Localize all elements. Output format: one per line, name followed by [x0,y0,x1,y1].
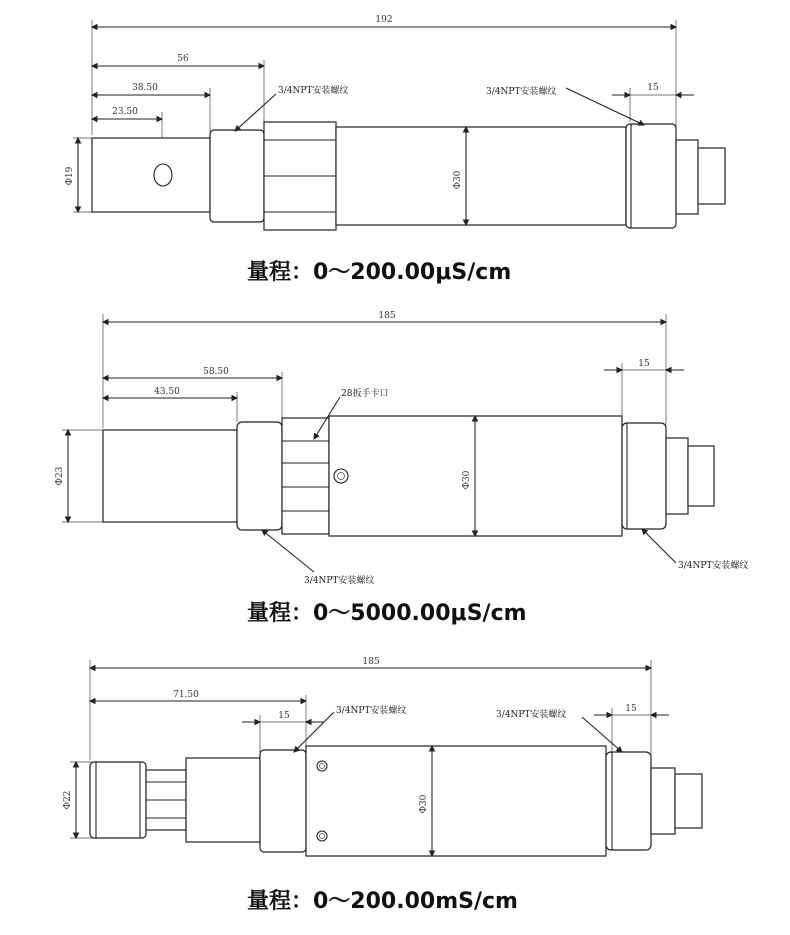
dim-right-text-2: 15 [638,359,650,369]
dim-dia-body-text-1: Φ30 [453,170,463,190]
probe-tip-2 [103,430,237,522]
callout-thread-right-2 [642,529,748,571]
dimension-15-right-2 [604,359,684,423]
callout-text: 3/4NPT安装螺纹 [304,576,375,586]
dim-d2-text-2: 43.50 [154,387,180,397]
callout-thread-right-1 [486,85,644,125]
thread-section-left-2 [237,422,282,530]
callout-thread-left-3 [294,704,406,752]
callout-text: 3/4NPT安装螺纹 [678,561,749,571]
dimension-5850-2 [103,367,282,418]
range-caption-3: 量程：0～200.00mS/cm [247,889,518,914]
thread-section-left-1 [210,130,264,222]
dim-dia-body-text-2: Φ30 [462,470,472,490]
dim-d2-text-1: 38.50 [132,83,158,93]
callout-text: 3/4NPT安装螺纹 [278,86,349,96]
dimension-overall-2 [103,311,666,428]
dimension-dia-left-3 [63,762,92,838]
main-body-3 [306,746,606,856]
dim-right-text-3: 15 [625,704,637,714]
range-caption-1: 量程：0～200.00μS/cm [247,260,512,285]
connector-base-3 [651,768,675,834]
dim-dia-left-text-1: Φ19 [65,166,75,186]
probe-collar-3 [186,758,260,842]
dim-dia-left-text-2: Φ23 [55,466,65,486]
thread-section-right-1 [626,124,676,228]
sensor-drawing-3 [63,657,702,856]
dim-dia-left-text-3: Φ22 [63,790,73,810]
connector-base-2 [666,438,688,514]
dim-d1-text-2: 58.50 [203,367,229,377]
connector-plug-1 [698,148,725,204]
dim-right-text-1: 15 [647,83,659,93]
dim-overall-text-1: 192 [375,15,393,25]
dimension-7150-3 [90,690,306,750]
sensor-drawing-2 [55,311,748,586]
dim-d1-text-3: 71.50 [173,690,199,700]
dimension-dia-left-2 [55,430,104,522]
wrench-flats-2 [282,418,329,534]
probe-tip-1 [92,138,210,212]
dim-overall-text-2: 185 [378,311,396,321]
dim-dia-body-text-3: Φ30 [419,794,429,814]
dimension-dia-left-1 [65,138,94,212]
dim-d3-text-1: 23.50 [112,107,138,117]
thread-section-right-2 [622,423,666,529]
connector-plug-3 [675,774,702,828]
dimension-4350-2 [103,387,237,422]
callout-text: 28扳手卡口 [341,389,389,399]
thread-section-right-3 [606,752,651,850]
range-caption-2: 量程：0～5000.00μS/cm [247,601,527,626]
connector-plug-2 [688,446,714,506]
main-body-1 [336,127,626,225]
callout-text: 3/4NPT安装螺纹 [336,706,407,716]
connector-base-1 [676,140,698,214]
probe-tip-3 [90,762,146,838]
dimension-3850-1 [92,83,210,132]
callout-text: 3/4NPT安装螺纹 [496,710,567,720]
callout-text: 3/4NPT安装螺纹 [486,87,557,97]
dim-d2-text-3: 15 [278,711,290,721]
thread-section-left-3 [260,750,306,852]
callout-thread-left-2 [262,530,374,586]
dim-d1-text-1: 56 [177,54,189,64]
dimension-overall-1 [92,15,676,135]
dim-overall-text-3: 185 [362,657,380,667]
dimension-15-right-3 [594,704,669,752]
sensor-drawing-1 [65,15,725,230]
